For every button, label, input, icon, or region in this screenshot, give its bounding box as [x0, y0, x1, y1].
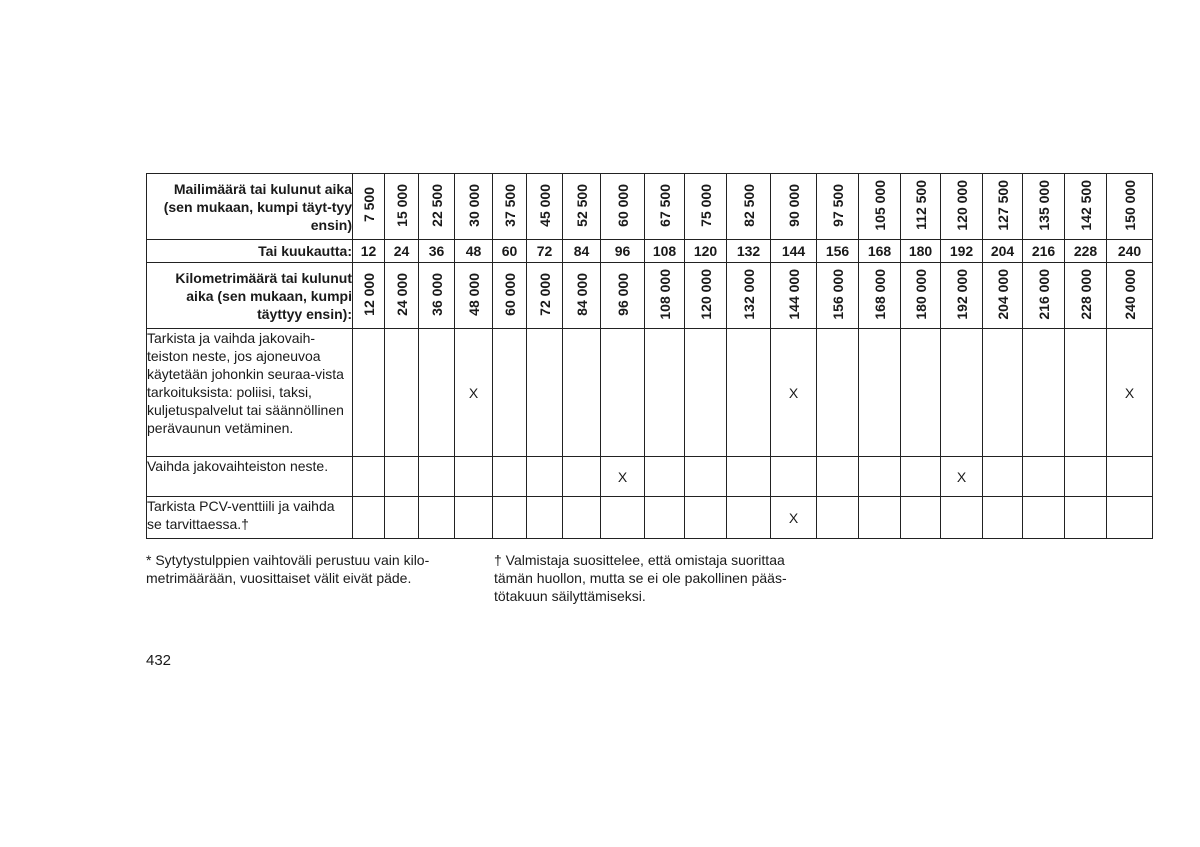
km-cell: 48 000	[455, 263, 493, 329]
task-mark	[353, 457, 385, 497]
miles-cell: 105 000	[859, 174, 901, 240]
months-cell: 48	[455, 240, 493, 263]
miles-cell: 52 500	[563, 174, 601, 240]
task-mark	[685, 329, 727, 457]
miles-cell: 97 500	[817, 174, 859, 240]
task-label: Tarkista ja vaihda jakovaih-teiston neste, jos ajoneuvoa käytetään johonkin seuraa-vista tarkoituksista: poliisi, taksi, kuljetuspalvelut tai säännöllinen perävaunun vetäminen.	[147, 329, 353, 457]
page-number: 432	[146, 652, 172, 669]
task-mark	[563, 497, 601, 539]
task-mark	[1065, 497, 1107, 539]
task-mark	[455, 457, 493, 497]
km-cell: 84 000	[563, 263, 601, 329]
miles-cell: 60 000	[601, 174, 645, 240]
task-mark	[645, 329, 685, 457]
km-cell: 156 000	[817, 263, 859, 329]
months-cell: 192	[941, 240, 983, 263]
miles-cell: 37 500	[493, 174, 527, 240]
task-mark	[1023, 329, 1065, 457]
miles-cell: 30 000	[455, 174, 493, 240]
task-mark	[817, 329, 859, 457]
task-mark	[771, 457, 817, 497]
task-mark	[859, 457, 901, 497]
miles-label: Mailimäärä tai kulunut aika (sen mukaan, kumpi täyt-tyy ensin)	[147, 174, 353, 240]
months-row	[147, 240, 1153, 263]
task-mark	[1065, 457, 1107, 497]
task-mark	[941, 329, 983, 457]
task-mark	[601, 329, 645, 457]
miles-cell: 75 000	[685, 174, 727, 240]
miles-cell: 45 000	[527, 174, 563, 240]
task-mark	[563, 457, 601, 497]
task-mark	[419, 329, 455, 457]
task-mark	[645, 457, 685, 497]
months-cell: 84	[563, 240, 601, 263]
km-cell: 96 000	[601, 263, 645, 329]
footnote-dagger: † Valmistaja suosittelee, että omistaja suorittaa tämän huollon, mutta se ei ole pakollinen pääs-tötakuun säilyttämiseksi.	[494, 552, 787, 604]
miles-cell: 15 000	[385, 174, 419, 240]
km-cell: 24 000	[385, 263, 419, 329]
task-mark	[983, 457, 1023, 497]
miles-cell: 150 000	[1107, 174, 1153, 240]
months-cell: 12	[353, 240, 385, 263]
task-mark	[419, 497, 455, 539]
months-cell: 96	[601, 240, 645, 263]
task-mark	[685, 497, 727, 539]
task-mark	[983, 497, 1023, 539]
km-label: Kilometrimäärä tai kulunut aika (sen mukaan, kumpi täyttyy ensin):	[147, 263, 353, 329]
months-cell: 240	[1107, 240, 1153, 263]
task-mark	[527, 497, 563, 539]
km-cell: 204 000	[983, 263, 1023, 329]
miles-cell: 7 500	[353, 174, 385, 240]
task-label: Vaihda jakovaihteiston neste.	[147, 457, 353, 497]
km-cell: 168 000	[859, 263, 901, 329]
task-mark	[645, 497, 685, 539]
miles-cell: 22 500	[419, 174, 455, 240]
km-row	[147, 263, 1153, 329]
months-cell: 24	[385, 240, 419, 263]
task-mark	[419, 457, 455, 497]
months-cell: 72	[527, 240, 563, 263]
miles-cell: 127 500	[983, 174, 1023, 240]
task-mark	[817, 457, 859, 497]
task-mark	[353, 329, 385, 457]
months-cell: 120	[685, 240, 727, 263]
months-cell: 228	[1065, 240, 1107, 263]
task-row	[147, 497, 1153, 539]
task-mark	[859, 329, 901, 457]
task-mark	[901, 497, 941, 539]
task-mark	[817, 497, 859, 539]
task-mark	[493, 329, 527, 457]
months-cell: 180	[901, 240, 941, 263]
months-cell: 168	[859, 240, 901, 263]
task-mark	[1065, 329, 1107, 457]
task-mark: X	[601, 457, 645, 497]
task-mark	[1023, 457, 1065, 497]
km-cell: 144 000	[771, 263, 817, 329]
task-mark: X	[771, 497, 817, 539]
km-cell: 72 000	[527, 263, 563, 329]
miles-cell: 82 500	[727, 174, 771, 240]
task-mark: X	[771, 329, 817, 457]
task-mark	[385, 497, 419, 539]
task-mark	[527, 457, 563, 497]
miles-cell: 120 000	[941, 174, 983, 240]
km-cell: 132 000	[727, 263, 771, 329]
km-cell: 180 000	[901, 263, 941, 329]
task-mark	[455, 497, 493, 539]
task-mark	[1107, 497, 1153, 539]
task-mark	[527, 329, 563, 457]
months-cell: 216	[1023, 240, 1065, 263]
task-mark	[1107, 457, 1153, 497]
km-cell: 228 000	[1065, 263, 1107, 329]
km-cell: 36 000	[419, 263, 455, 329]
task-label: Tarkista PCV-venttiili ja vaihda se tarvittaessa.†	[147, 497, 353, 539]
task-mark	[1023, 497, 1065, 539]
task-mark	[353, 497, 385, 539]
miles-cell: 67 500	[645, 174, 685, 240]
task-mark	[563, 329, 601, 457]
task-mark	[385, 457, 419, 497]
miles-cell: 90 000	[771, 174, 817, 240]
task-mark	[385, 329, 419, 457]
task-mark	[727, 497, 771, 539]
task-mark	[859, 497, 901, 539]
footnote-asterisk: * Sytytystulppien vaihtoväli perustuu vain kilo-metrimäärään, vuosittaiset välit eivät päde.	[146, 552, 430, 586]
km-cell: 108 000	[645, 263, 685, 329]
task-mark	[941, 497, 983, 539]
task-mark	[983, 329, 1023, 457]
task-mark: X	[941, 457, 983, 497]
task-mark	[727, 457, 771, 497]
months-cell: 36	[419, 240, 455, 263]
task-row	[147, 329, 1153, 457]
km-cell: 120 000	[685, 263, 727, 329]
task-mark	[601, 497, 645, 539]
months-cell: 204	[983, 240, 1023, 263]
miles-row	[147, 174, 1153, 240]
km-cell: 216 000	[1023, 263, 1065, 329]
months-cell: 132	[727, 240, 771, 263]
task-row	[147, 457, 1153, 497]
task-mark: X	[455, 329, 493, 457]
miles-cell: 135 000	[1023, 174, 1065, 240]
task-mark	[901, 457, 941, 497]
km-cell: 60 000	[493, 263, 527, 329]
km-cell: 240 000	[1107, 263, 1153, 329]
task-mark	[493, 497, 527, 539]
km-cell: 12 000	[353, 263, 385, 329]
task-mark	[901, 329, 941, 457]
km-cell: 192 000	[941, 263, 983, 329]
task-mark	[493, 457, 527, 497]
miles-cell: 142 500	[1065, 174, 1107, 240]
months-cell: 144	[771, 240, 817, 263]
months-label: Tai kuukautta:	[147, 240, 353, 263]
months-cell: 60	[493, 240, 527, 263]
maintenance-schedule-table	[146, 173, 1153, 539]
miles-cell: 112 500	[901, 174, 941, 240]
months-cell: 156	[817, 240, 859, 263]
task-mark	[727, 329, 771, 457]
task-mark	[685, 457, 727, 497]
months-cell: 108	[645, 240, 685, 263]
task-mark: X	[1107, 329, 1153, 457]
